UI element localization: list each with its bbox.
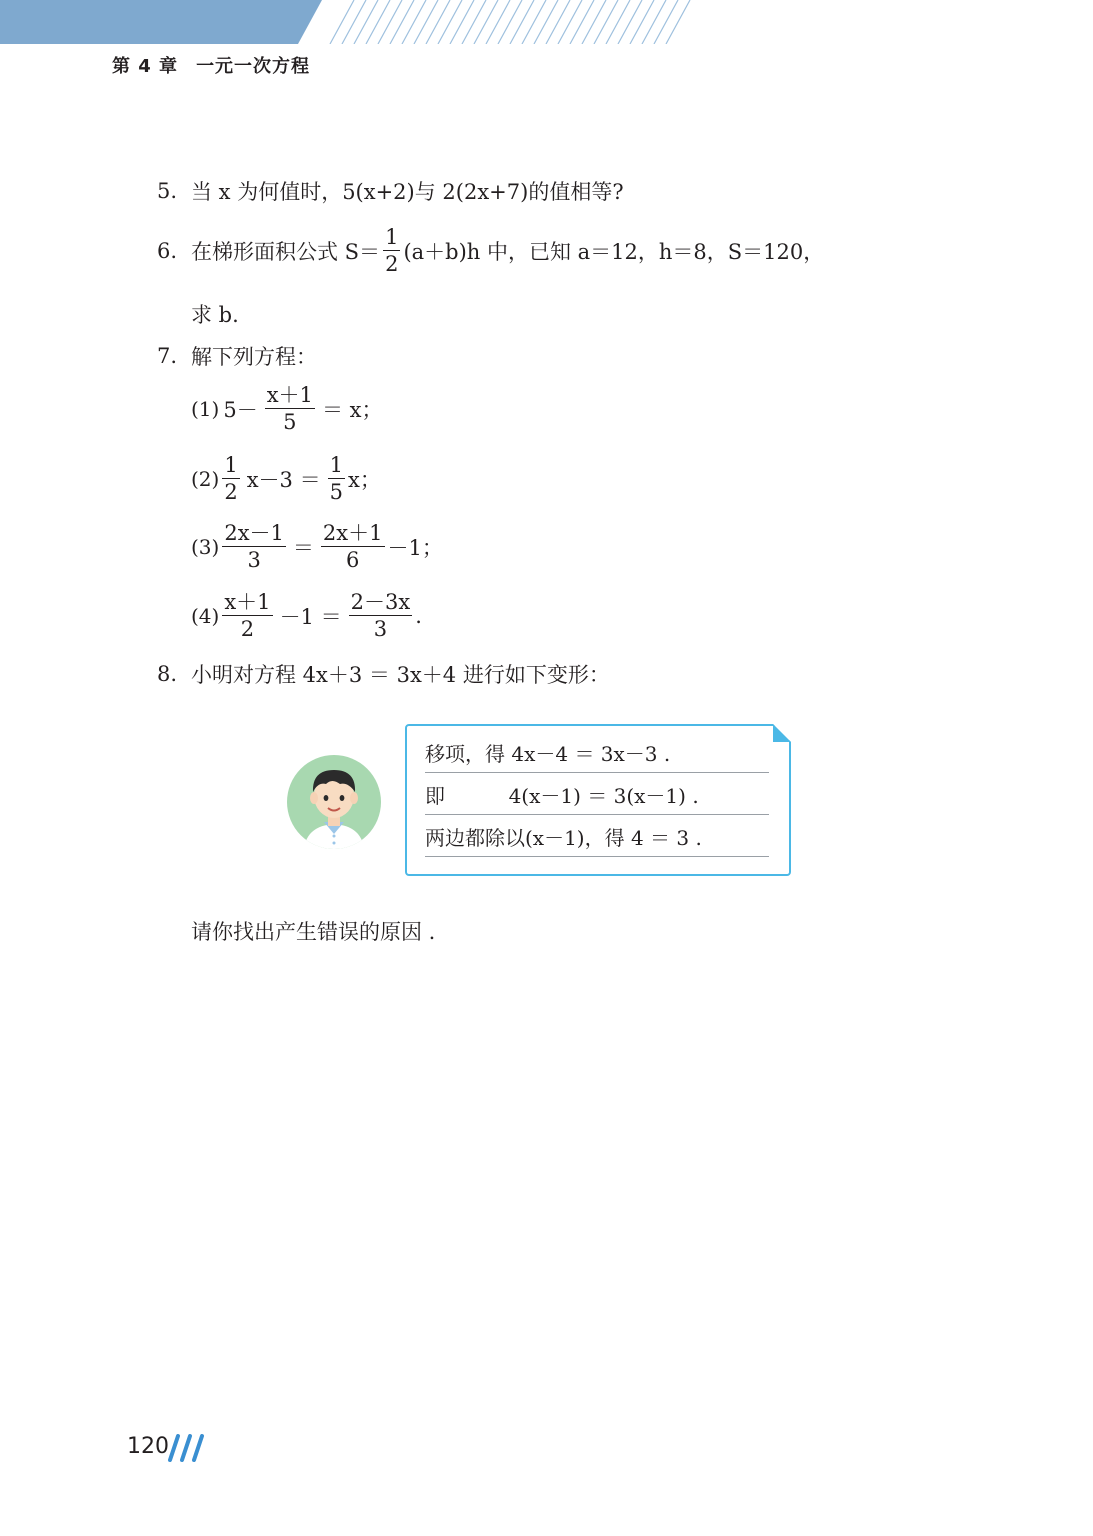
problem-8-question <box>191 916 435 946</box>
equation-part: －1 ＝ <box>279 604 342 629</box>
folded-corner <box>773 724 791 742</box>
equation-part: . <box>415 603 422 628</box>
denominator: 5 <box>283 410 297 435</box>
equation-3 <box>191 522 443 571</box>
denominator: 2 <box>224 480 238 505</box>
equation-part: ＝ x； <box>321 397 383 422</box>
problem-text: 请你找出产生错误的原因 . <box>191 920 436 944</box>
equation-part: ＝ <box>292 535 314 560</box>
problem-text: 解下列方程： <box>191 345 317 369</box>
fraction <box>222 454 239 503</box>
problem-number: 8. <box>157 662 178 686</box>
numerator: 1 <box>383 226 400 251</box>
problem-number: 5. <box>157 179 178 203</box>
problem-5 <box>157 176 624 206</box>
problem-text: 小明对方程 4x＋3 ＝ 3x＋4 进行如下变形： <box>191 663 610 687</box>
fraction <box>321 522 385 571</box>
fraction <box>265 384 315 433</box>
fraction <box>349 591 413 640</box>
page-decoration-slashes <box>166 1434 210 1462</box>
equation-4 <box>191 591 422 640</box>
numerator: 2x＋1 <box>321 522 385 547</box>
equation-label: (2) <box>191 466 220 491</box>
chapter-label: 第 4 章 <box>112 56 179 77</box>
problem-6 <box>157 226 824 275</box>
problem-6-continuation <box>191 299 239 329</box>
denominator: 3 <box>373 617 388 642</box>
equation-label: (4) <box>191 603 220 628</box>
equation-part: 5－ <box>223 397 258 422</box>
problem-text: 在梯形面积公式 S＝ <box>191 239 381 264</box>
equation-1 <box>191 384 386 433</box>
problem-text: 求 b. <box>191 303 239 327</box>
problem-8 <box>157 659 610 689</box>
work-step-2: 即 4(x－1) ＝ 3(x－1) . <box>425 778 769 815</box>
equation-part: －1； <box>387 535 443 560</box>
problem-7 <box>157 341 317 371</box>
chapter-title: 一元一次方程 <box>196 56 311 77</box>
fraction <box>328 454 345 503</box>
work-step-3: 两边都除以(x－1)，得 4 ＝ 3 . <box>425 820 769 857</box>
equation-label: (3) <box>191 534 220 559</box>
student-avatar-illustration <box>286 754 382 850</box>
denominator: 3 <box>247 548 261 573</box>
equation-part: x； <box>347 467 381 492</box>
numerator: x＋1 <box>265 384 315 409</box>
numerator: 2x－1 <box>222 522 286 547</box>
numerator: 1 <box>222 454 239 479</box>
equation-part: x－3 ＝ <box>246 467 321 492</box>
header-banner <box>0 0 1093 44</box>
denominator: 2 <box>385 252 399 277</box>
numerator: 2－3x <box>349 591 413 616</box>
problem-text: (a＋b)h 中，已知 a＝12，h＝8，S＝120， <box>403 239 825 264</box>
denominator: 5 <box>329 480 343 505</box>
work-step-1: 移项，得 4x－4 ＝ 3x－3 . <box>425 736 769 773</box>
fraction <box>383 226 400 275</box>
chapter-heading <box>112 52 310 78</box>
denominator: 6 <box>346 548 360 573</box>
equation-label: (1) <box>191 396 220 421</box>
numerator: x＋1 <box>222 591 272 616</box>
page-number: 120 <box>127 1434 169 1459</box>
numerator: 1 <box>328 454 345 479</box>
problem-number: 6. <box>157 238 178 263</box>
denominator: 2 <box>240 617 255 642</box>
problem-number: 7. <box>157 344 178 368</box>
equation-2 <box>191 454 381 503</box>
student-work-box <box>405 724 791 876</box>
fraction <box>222 522 286 571</box>
problem-text: 当 x 为何值时，5(x+2)与 2(2x+7)的值相等? <box>191 180 624 204</box>
fraction <box>222 591 272 640</box>
